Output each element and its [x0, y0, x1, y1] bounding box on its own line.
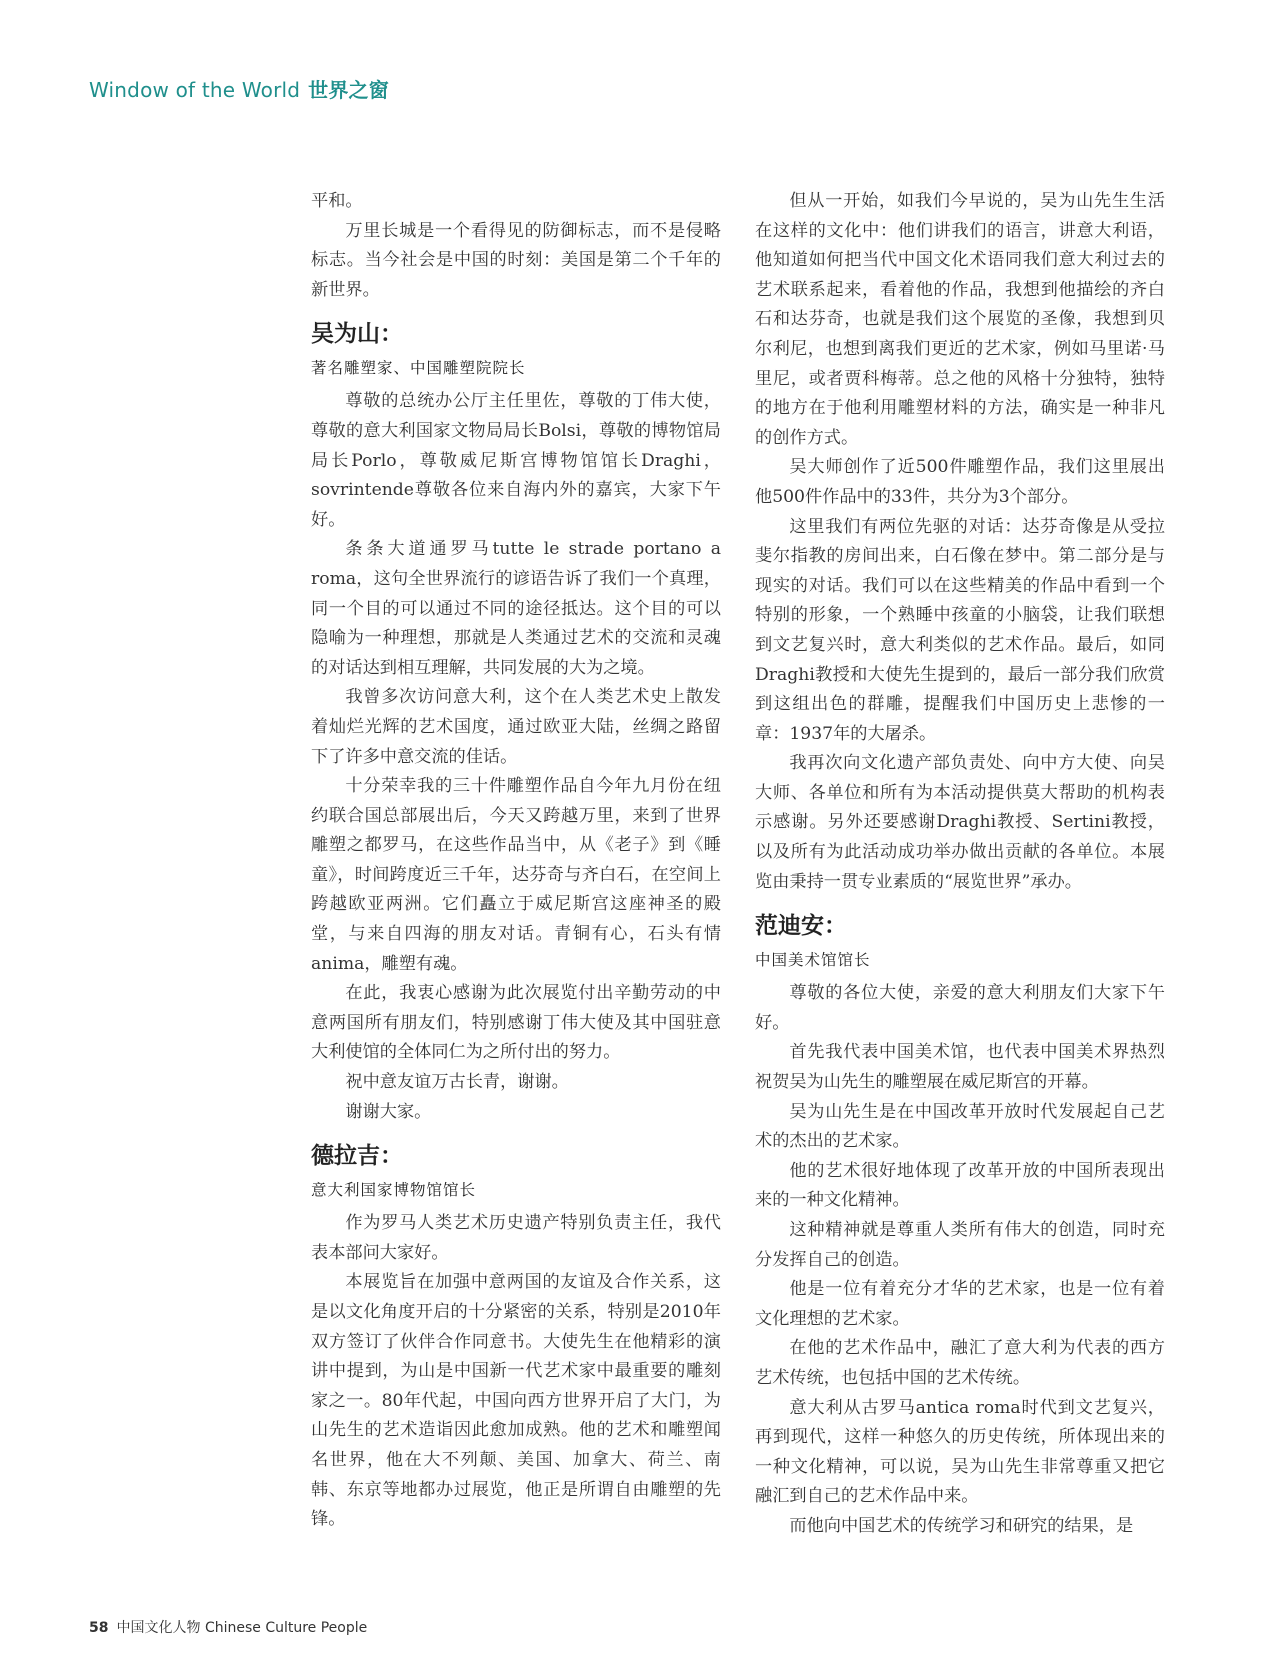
- speaker-name: 吴为山：: [311, 321, 403, 348]
- paragraph: 尊敬的总统办公厅主任里佐，尊敬的丁伟大使，尊敬的意大利国家文物局局长Bolsi，尊敬的博物馆局局长Porlo，尊敬威尼斯宫博物馆馆长Draghi，sovrintende尊敬各位来自海内外的嘉宾，大家下午好。: [311, 391, 721, 530]
- paragraph: 这里我们有两位先驱的对话：达芬奇像是从受拉斐尔指教的房间出来，白石像在梦中。第二部分是与现实的对话。我们可以在这些精美的作品中看到一个特别的形象，一个熟睡中孩童的小脑袋，让我们联想到文艺复兴时，意大利类似的艺术作品。最后，如同Draghi教授和大使先生提到的，最后一部分我们欣赏到这组出色的群雕，提醒我们中国历史上悲惨的一章：1937年的大屠杀。: [755, 516, 1165, 744]
- paragraph: 他的艺术很好地体现了改革开放的中国所表现出来的一种文化精神。: [755, 1160, 1165, 1211]
- paragraph: 而他向中国艺术的传统学习和研究的结果，是: [789, 1515, 1134, 1536]
- speaker-role: 意大利国家博物馆馆长: [311, 1181, 477, 1200]
- paragraph: 但从一开始，如我们今早说的，吴为山先生生活在这样的文化中：他们讲我们的语言，讲意大利语，他知道如何把当代中国文化术语同我们意大利过去的艺术联系起来，看着他的作品，我想到他描绘的齐白石和达芬奇，也就是我们这个展览的圣像，我想到贝尔利尼，也想到离我们更近的艺术家，例如马里诺·马里尼，或者贾科梅蒂。总之他的风格十分独特，独特的地方在于他利用雕塑材料的方法，确实是一种非凡的创作方式。: [755, 191, 1165, 448]
- paragraph: 我曾多次访问意大利，这个在人类艺术史上散发着灿烂光辉的艺术国度，通过欧亚大陆，丝绸之路留下了许多中意交流的佳话。: [311, 687, 721, 767]
- paragraph: 在此，我衷心感谢为此次展览付出辛勤劳动的中意两国所有朋友们，特别感谢丁伟大使及其中国驻意大利使馆的全体同仁为之所付出的努力。: [311, 983, 721, 1063]
- right-column: [755, 187, 1165, 1542]
- paragraph: 在他的艺术作品中，融汇了意大利为代表的西方艺术传统，也包括中国的艺术传统。: [755, 1338, 1165, 1388]
- paragraph: 条条大道通罗马tutte le strade portano a roma，这句全世界流行的谚语告诉了我们一个真理，同一个目的可以通过不同的途径抵达。这个目的可以隐喻为一种理想，那就是人类通过艺术的交流和灵魂的对话达到相互理解，共同发展的大为之境。: [311, 539, 721, 678]
- page-footer: [89, 1617, 367, 1637]
- paragraph: 吴为山先生是在中国改革开放时代发展起自己艺术的杰出的艺术家。: [755, 1101, 1165, 1152]
- paragraph: 我再次向文化遗产部负责处、向中方大使、向吴大师、各单位和所有为本活动提供莫大帮助的机构表示感谢。另外还要感谢Draghi教授、Sertini教授，以及所有为此活动成功举办做出贡献的各单位。本展览由秉持一贯专业素质的“展览世界”承办。: [755, 753, 1165, 892]
- magazine-name-cn: 中国文化人物: [116, 1620, 201, 1636]
- paragraph: 万里长城是一个看得见的防御标志，而不是侵略标志。当今社会是中国的时刻：美国是第二个千年的新世界。: [311, 220, 721, 300]
- paragraph: 作为罗马人类艺术历史遗产特别负责主任，我代表本部问大家好。: [311, 1213, 721, 1263]
- paragraph: 这种精神就是尊重人类所有伟大的创造，同时充分发挥自己的创造。: [755, 1220, 1165, 1270]
- speaker-role: 著名雕塑家、中国雕塑院院长: [311, 359, 526, 378]
- paragraph: 他是一位有着充分才华的艺术家，也是一位有着文化理想的艺术家。: [755, 1279, 1165, 1329]
- paragraph: 平和。: [311, 191, 363, 211]
- paragraph: 尊敬的各位大使，亲爱的意大利朋友们大家下午好。: [755, 983, 1165, 1033]
- paragraph: 吴大师创作了近500件雕塑作品，我们这里展出他500件作品中的33件，共分为3个部分。: [755, 457, 1165, 507]
- page-number: 58: [89, 1620, 109, 1636]
- paragraph: 祝中意友谊万古长青，谢谢。: [345, 1072, 569, 1093]
- paragraph: 本展览旨在加强中意两国的友谊及合作关系，这是以文化角度开启的十分紧密的关系，特别是2010年双方签订了伙伴合作同意书。大使先生在他精彩的演讲中提到，为山是中国新一代艺术家中最重要的雕刻家之一。80年代起，中国向西方世界开启了大门，为山先生的艺术造诣因此愈加成熟。他的艺术和雕塑闻名世界，他在大不列颠、美国、加拿大、荷兰、南韩、东京等地都办过展览，他正是所谓自由雕塑的先锋。: [311, 1272, 721, 1530]
- speaker-name: 范迪安：: [755, 913, 847, 940]
- paragraph: 首先我代表中国美术馆，也代表中国美术界热烈祝贺吴为山先生的雕塑展在威尼斯宫的开幕。: [755, 1042, 1165, 1093]
- paragraph: 意大利从古罗马antica roma时代到文艺复兴，再到现代，这样一种悠久的历史传统，所体现出来的一种文化精神，可以说，吴为山先生非常尊重又把它融汇到自己的艺术作品中来。: [755, 1397, 1165, 1507]
- speaker-name: 德拉吉：: [311, 1143, 403, 1170]
- left-column: [311, 187, 721, 1535]
- speaker-role: 中国美术馆馆长: [755, 951, 871, 970]
- paragraph: 谢谢大家。: [345, 1101, 432, 1122]
- magazine-name-en: Chinese Culture People: [204, 1620, 368, 1636]
- section-title-en: Window of the World: [89, 78, 301, 102]
- section-header: [89, 74, 389, 103]
- paragraph: 十分荣幸我的三十件雕塑作品自今年九月份在纽约联合国总部展出后，今天又跨越万里，来到了世界雕塑之都罗马，在这些作品当中，从《老子》到《睡童》，时间跨度近三千年，达芬奇与齐白石，在空间上跨越欧亚两洲。它们矗立于威尼斯宫这座神圣的殿堂，与来自四海的朋友对话。青铜有心，石头有情anima，雕塑有魂。: [311, 776, 721, 974]
- section-title-cn: 世界之窗: [308, 78, 389, 102]
